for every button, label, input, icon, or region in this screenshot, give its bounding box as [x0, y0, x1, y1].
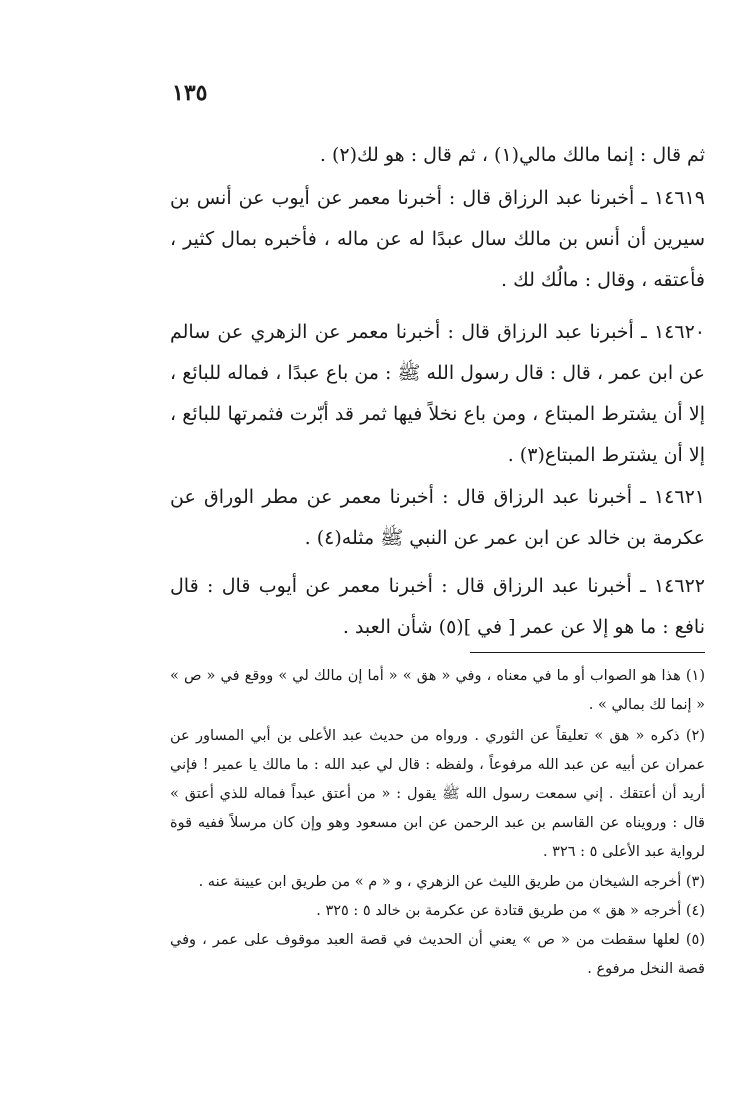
footnote-3: [170, 868, 705, 897]
opening-text: ثم قال : إنما مالك مالي(١) ، ثم قال : هو لك(٢) .: [319, 144, 705, 166]
footnote-text: (٢) ذكره « هق » تعليقاً عن الثوري . ورواه من حديث عبد الأعلى بن أبي المساور عن عمران عن أبيه عن عبد الله مرفوعاً ، ولفظه : قال لي عبد الله : ما مالك يا عمير ! فإني أريد أن أعتقك . إني سمعت رسول الله ﷺ يقول : « من أعتق عبداً فماله للذي أعتق » قال : ورويناه عن القاسم بن عبد الرحمن عن ابن مسعود وهو وإن كان مرسلاً ففيه قوة لرواية عبد الأعلى ٥ : ٣٢٦ .: [170, 728, 705, 860]
opening-line: [170, 135, 705, 175]
hadith-14619: [170, 178, 705, 301]
hadith-14621: [170, 477, 705, 559]
hadith-text: ١٤٦١٩ ـ أخبرنا عبد الرزاق قال : أخبرنا معمر عن أيوب عن أنس بن سيرين أن أنس بن مالك سال عبدًا له عن ماله ، فأخبره بمال كثير ، فأعتقه ، وقال : مالُك لك .: [170, 187, 705, 291]
hadith-text: ١٤٦٢٢ ـ أخبرنا عبد الرزاق قال : أخبرنا معمر عن أيوب قال : قال نافع : ما هو إلا عن عمر [ في ](٥) شأن العبد .: [170, 575, 705, 638]
footnote-text: (٥) لعلها سقطت من « ص » يعني أن الحديث في قصة العبد موقوف على عمر ، وفي قصة النخل مرفوع .: [170, 932, 705, 977]
footnote-5: [170, 926, 705, 984]
hadith-14620: [170, 312, 705, 476]
footnote-2: [170, 722, 705, 867]
footnote-text: (٣) أخرجه الشيخان من طريق الليث عن الزهري ، و « م » من طريق ابن عيينة عنه .: [198, 874, 705, 890]
footnote-4: [170, 897, 705, 926]
footnote-text: (٤) أخرجه « هق » من طريق قتادة عن عكرمة بن خالد ٥ : ٣٢٥ .: [316, 903, 705, 919]
page-number: ١٣٥: [172, 80, 208, 106]
footnote-text: (١) هذا هو الصواب أو ما في معناه ، وفي « هق » « أما إن مالك لي » ووقع في « ص » « إنما لك بمالي » .: [170, 668, 705, 713]
hadith-text: ١٤٦٢١ ـ أخبرنا عبد الرزاق قال : أخبرنا معمر عن مطر الوراق عن عكرمة بن خالد عن ابن عمر عن النبي ﷺ مثله(٤) .: [170, 486, 705, 549]
hadith-14622: [170, 566, 705, 648]
footnote-1: [170, 662, 705, 720]
hadith-text: ١٤٦٢٠ ـ أخبرنا عبد الرزاق قال : أخبرنا معمر عن الزهري عن سالم عن ابن عمر ، قال : قال رسول الله ﷺ : من باع عبدًا ، فماله للبائع ، إلا أن يشترط المبتاع ، ومن باع نخلاً فيها ثمر قد أبّرت فثمرتها للبائع ، إلا أن يشترط المبتاع(٣) .: [170, 321, 705, 466]
footnote-divider: [470, 652, 705, 653]
